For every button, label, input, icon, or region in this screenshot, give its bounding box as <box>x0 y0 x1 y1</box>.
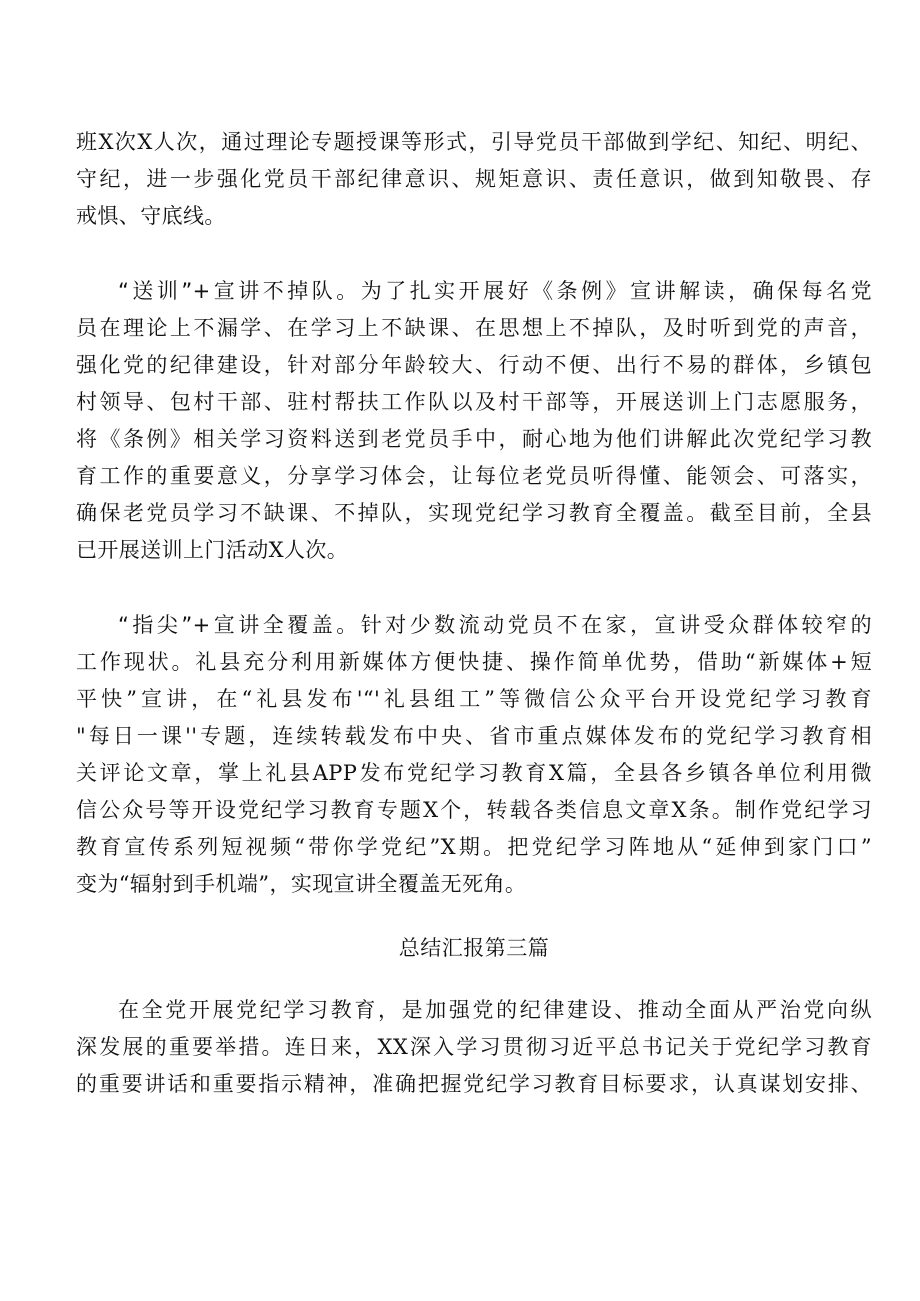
paragraph-1-line: 守纪，进一步强化党员干部纪律意识、规矩意识、责任意识，做到知敬畏、存 <box>76 167 872 191</box>
paragraph-2-line: 已开展送训上门活动X人次。 <box>76 538 349 562</box>
paragraph-1-line: 戒惧、守底线。 <box>76 204 226 228</box>
paragraph-2-line: 确保老党员学习不缺课、不掉队，实现党纪学习教育全覆盖。截至目前，全县 <box>76 501 872 525</box>
paragraph-2-lead-heading: “送训”+宣讲不掉队。 <box>118 279 361 303</box>
document-page <box>76 124 872 1103</box>
paragraph-1-line: 班X次X人次，通过理论专题授课等形式，引导党员干部做到学纪、知纪、明纪、 <box>76 130 872 154</box>
paragraph-3-lead-heading: “指尖”+宣讲全覆盖。 <box>118 613 361 637</box>
paragraph-2-line: 将《条例》相关学习资料送到老党员手中，耐心地为他们讲解此次党纪学习教 <box>76 427 872 451</box>
paragraph-3-line: 工作现状。礼县充分利用新媒体方便快捷、操作简单优势，借助“新媒体+短 <box>76 650 872 674</box>
paragraph-2-line: 强化党的纪律建设，针对部分年龄较大、行动不便、出行不易的群体，乡镇包 <box>76 353 872 377</box>
paragraph-3-line: "每日一课''专题，连续转载发布中央、省市重点媒体发布的党纪学习教育相 <box>76 724 872 748</box>
paragraph-3-first-line-text: 针对少数流动党员不在家，宣讲受众群体较窄的 <box>360 613 872 637</box>
paragraph-3-line: 信公众号等开设党纪学习教育专题X个，转载各类信息文章X条。制作党纪学习 <box>76 798 872 822</box>
paragraph-2 <box>76 273 872 569</box>
section-title: 总结汇报第三篇 <box>398 936 550 960</box>
paragraph-2-line: 育工作的重要意义，分享学习体会，让每位老党员听得懂、能领会、可落实， <box>76 464 872 488</box>
paragraph-4-line: 深发展的重要举措。连日来，XX深入学习贯彻习近平总书记关于党纪学习教育 <box>76 1035 872 1059</box>
paragraph-3-line: 平快”宣讲，在“礼县发布'“'礼县组工”等微信公众平台开设党纪学习教育 <box>76 687 872 711</box>
paragraph-4-first-line: 在全党开展党纪学习教育，是加强党的纪律建设、推动全面从严治党向纵 <box>118 998 872 1022</box>
paragraph-3-line: 变为“辐射到手机端”，实现宣讲全覆盖无死角。 <box>76 872 527 896</box>
paragraph-4 <box>76 992 872 1103</box>
paragraph-3 <box>76 607 872 903</box>
paragraph-2-line: 村领导、包村干部、驻村帮扶工作队以及村干部等，开展送训上门志愿服务， <box>76 390 872 414</box>
paragraph-2-first-line-text: 为了扎实开展好《条例》宣讲解读，确保每名党 <box>360 279 872 303</box>
paragraph-1 <box>76 124 872 235</box>
paragraph-4-line: 的重要讲话和重要指示精神，准确把握党纪学习教育目标要求，认真谋划安排、 <box>76 1072 872 1096</box>
paragraph-3-line: 教育宣传系列短视频“带你学党纪”X期。把党纪学习阵地从“延伸到家门口” <box>76 835 872 859</box>
paragraph-3-line: 关评论文章，掌上礼县APP发布党纪学习教育X篇，全县各乡镇各单位利用微 <box>76 761 872 785</box>
paragraph-2-first-line <box>76 273 872 310</box>
paragraph-3-first-line <box>76 607 872 644</box>
paragraph-2-line: 员在理论上不漏学、在学习上不缺课、在思想上不掉队，及时听到党的声音， <box>76 316 872 340</box>
